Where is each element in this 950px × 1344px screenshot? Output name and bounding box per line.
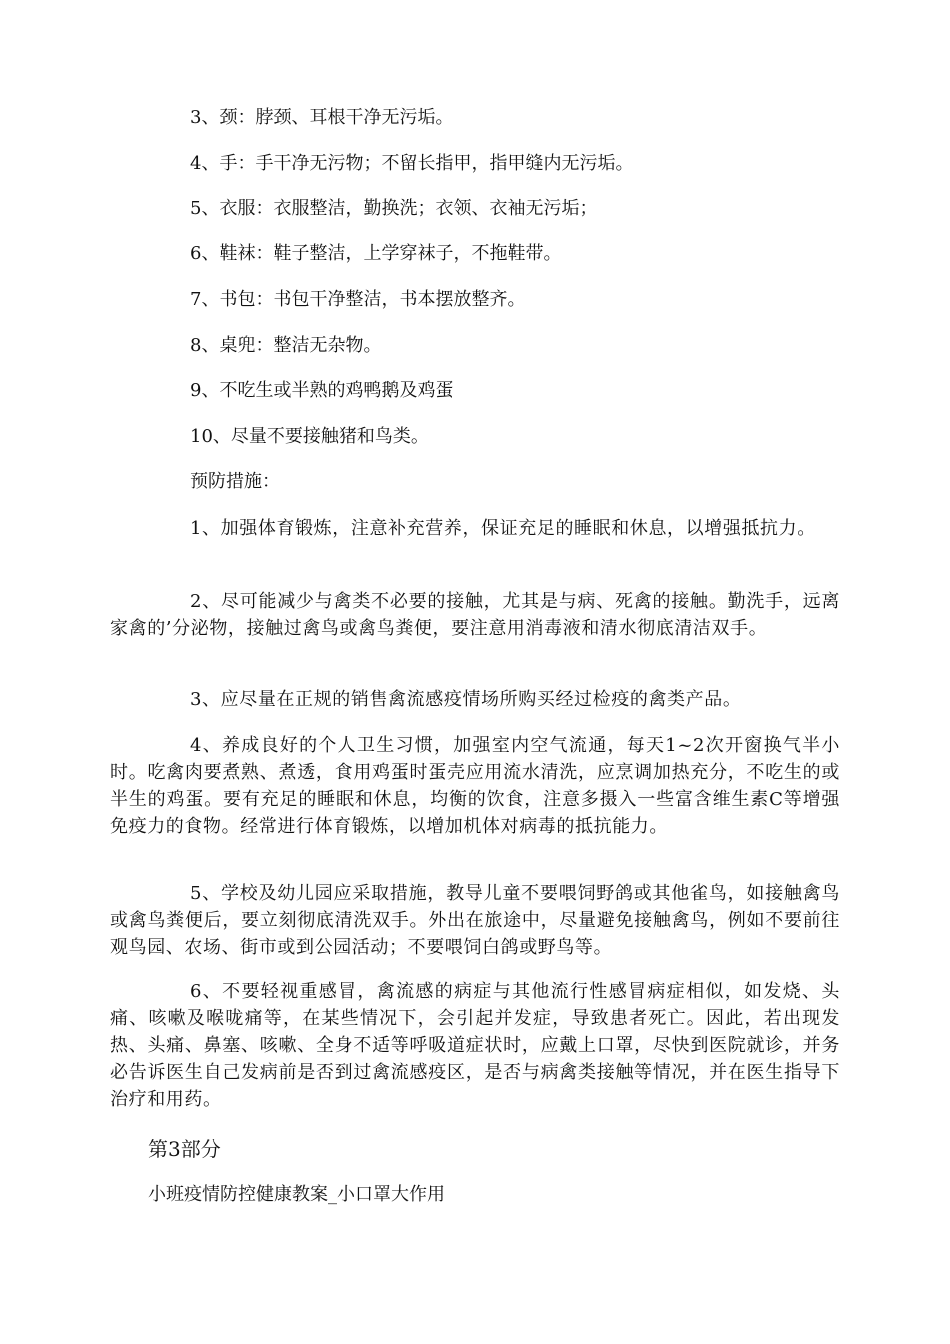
hygiene-item-schoolbag: 7、书包：书包干净整洁，书本摆放整齐。 bbox=[190, 289, 526, 310]
prevention-item-2: 2、尽可能减少与禽类不必要的接触，尤其是与病、死禽的接触。勤洗手，远离家禽的’分泌物，接触过禽鸟或禽鸟粪便，要注意用消毒液和清水彻底清洁双手。 bbox=[110, 591, 840, 639]
section-heading: 第3部分 bbox=[148, 1137, 221, 1161]
prevention-heading: 预防措施： bbox=[190, 471, 280, 492]
hygiene-item-poultry-food: 9、不吃生或半熟的鸡鸭鹅及鸡蛋 bbox=[190, 380, 454, 401]
prevention-item-1: 1、加强体育锻炼，注意补充营养，保证充足的睡眠和休息，以增强抵抗力。 bbox=[190, 518, 816, 539]
prevention-item-6: 6、不要轻视重感冒，禽流感的病症与其他流行性感冒病症相似，如发烧、头痛、咳嗽及喉咙痛等，在某些情况下，会引起并发症，导致患者死亡。因此，若出现发热、头痛、鼻塞、咳嗽、全身不适等呼吸道症状时，应戴上口罩，尽快到医院就诊，并务必告诉医生自己发病前是否到过禽流感疫区，是否与病禽类接触等情况，并在医生指导下治疗和用药。 bbox=[110, 981, 840, 1110]
prevention-item-3: 3、应尽量在正规的销售禽流感疫情场所购买经过检疫的禽类产品。 bbox=[190, 689, 742, 710]
hygiene-item-desk: 8、桌兜：整洁无杂物。 bbox=[190, 335, 382, 356]
prevention-item-4: 4、养成良好的个人卫生习惯，加强室内空气流通，每天1~2次开窗换气半小时。吃禽肉要煮熟、煮透，食用鸡蛋时蛋壳应用流水清洗，应烹调加热充分，不吃生的或半生的鸡蛋。要有充足的睡眠和休息，均衡的饮食，注意多摄入一些富含维生素C等增强免疫力的食物。经常进行体育锻炼，以增加机体对病毒的抵抗能力。 bbox=[110, 735, 840, 837]
hygiene-item-shoes: 6、鞋袜：鞋子整洁，上学穿袜子，不拖鞋带。 bbox=[190, 243, 562, 264]
prevention-item-5: 5、学校及幼儿园应采取措施，教导儿童不要喂饲野鸽或其他雀鸟，如接触禽鸟或禽鸟粪便后，要立刻彻底清洗双手。外出在旅途中，尽量避免接触禽鸟，例如不要前往观鸟园、农场、街市或到公园活动；不要喂饲白鸽或野鸟等。 bbox=[110, 883, 840, 958]
hygiene-item-neck: 3、颈：脖颈、耳根干净无污垢。 bbox=[190, 107, 454, 128]
hygiene-item-avoid-animals: 10、尽量不要接触猪和鸟类。 bbox=[190, 426, 429, 447]
hygiene-item-clothes: 5、衣服：衣服整洁，勤换洗；衣领、衣袖无污垢； bbox=[190, 198, 598, 219]
section-subtitle: 小班疫情防控健康教案_小口罩大作用 bbox=[148, 1184, 445, 1205]
hygiene-item-hands: 4、手：手干净无污物；不留长指甲，指甲缝内无污垢。 bbox=[190, 153, 634, 174]
